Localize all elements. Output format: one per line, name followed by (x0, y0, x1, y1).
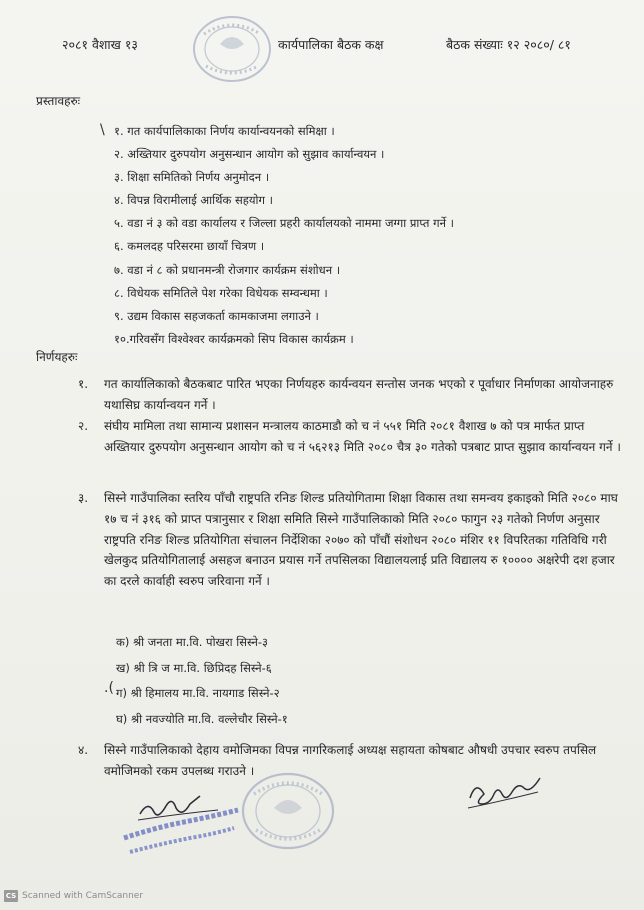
scanner-watermark (4, 890, 143, 902)
school-item: घ) श्री नवज्योति मा.वि. वल्लेचौर सिस्ने-१ (116, 711, 288, 726)
proposal-item: ६. कमलदह परिसरमा छायाँ चित्रण । (114, 239, 265, 254)
pen-tick-mark: \ (100, 122, 105, 138)
pen-mark: .( (104, 680, 114, 696)
proposal-list (114, 120, 454, 351)
proposal-item: ७. वडा नं ८ को प्रधानमन्त्री रोजगार कार्यक्रम संशोधन । (114, 262, 341, 277)
decision-text: सिस्ने गाउँपालिका स्तरिय पाँचौ राष्ट्रपति रनिङ शिल्ड प्रतियोगितामा शिक्षा विकास तथा समन्वय इकाइको मिति २०८० माघ १७ च नं ३१६ को प्राप्त पत्रानुसार र शिक्षा समिति सिस्ने गाउँपालिकाको मिति २०८० फागुन २३ गतेको निर्णण अनुसार राष्ट्रपति रनिङ शिल्ड प्रतियोगिता संचालन निर्देशिका २०७० को पाँचौं संशोधन २०८० मंशिर ११ विपरितका गतिविधि गरी खेलकुद प्रतियोगितालाई असहज बनाउन प्रयास गर्ने तपसिलका विद्यालयलाई प्रति विद्यालय रु १०००० अक्षरेपी दश हजार का दरले कार्वाही स्वरुप जरिवाना गर्ने । (104, 491, 618, 589)
proposal-item: ४. विपन्न विरामीलाई आर्थिक सहयोग । (114, 193, 273, 208)
school-item: क) श्री जनता मा.वि. पोखरा सिस्ने-३ (116, 635, 268, 649)
decision-number: ३. (78, 491, 89, 505)
meeting-number: बैठक संख्याः १२ २०८०/ ८१ (446, 37, 571, 52)
decision-3 (78, 488, 624, 592)
decision-text: संघीय मामिला तथा सामान्य प्रशासन मन्त्रालय काठमाडौ को च नं ५५१ मिति २०८१ वैशाख ७ को पत्र मार्फत प्राप्त अख्तियार दुरुपयोग अनुसन्धान आयोग को च नं ५६२१३ मिति २०८० चैत्र ३० गतेको पत्रबाट प्राप्त सुझाव कार्यान्वयन गर्ने । (104, 419, 621, 454)
camscanner-icon: CS (5, 892, 17, 900)
decision-1 (78, 374, 624, 416)
decision-2 (78, 416, 624, 458)
school-item: ग) श्री हिमालय मा.वि. नायगाड सिस्ने-२ (116, 686, 280, 700)
decisions-heading: निर्णयहरुः (36, 350, 78, 364)
school-item: ख) श्री त्रि ज मा.वि. छिप्रिदह सिस्ने-६ (116, 660, 272, 675)
proposal-item: ५. वडा नं ३ को वडा कार्यालय र जिल्ला प्रहरी कार्यालयको नाममा जग्गा प्राप्त गर्ने । (114, 216, 455, 231)
decision-text: गत कार्यालिकाको बैठकबाट पारित भएका निर्णयहरु कार्यन्वयन सन्तोस जनक भएको र पूर्वाधार निर्माणका आयोजनाहरु यथासिघ्र कार्यान्वयन गर्ने । (104, 377, 614, 412)
scanner-text: Scanned with CamScanner (22, 891, 144, 901)
proposal-item: ३. शिक्षा समितिको निर्णय अनुमोदन । (114, 170, 270, 185)
meeting-date: २०८१ वैशाख १३ (62, 37, 138, 52)
proposal-item: २. अख्तियार दुरुपयोग अनुसन्धान आयोग को सुझाव कार्यान्वयन । (114, 147, 385, 162)
decision-number: १. (78, 377, 89, 391)
meeting-venue: कार्यपालिका बैठक कक्ष (278, 37, 384, 52)
office-seal-top (190, 14, 274, 84)
decision-number: २. (78, 419, 89, 433)
proposal-item: ८. विधेयक समितिले पेश गरेका विधेयक सम्वन्धमा । (114, 285, 328, 300)
signature-right (462, 768, 552, 818)
proposals-heading: प्रस्तावहरुः (36, 94, 81, 108)
proposal-item: १. गत कार्यपालिकाका निर्णय कार्यान्वयनको समिक्षा । (114, 124, 335, 138)
penalized-schools-list (116, 630, 288, 732)
decision-text: सिस्ने गाउँपालिकाको देहाय वमोजिमका विपन्न नागरिकलाई अध्यक्ष सहायता कोषबाट औषधी उपचार स्वरुप तपसिल वमोजिमको रकम उपलब्ध गराउने । (104, 743, 597, 778)
decision-number: ४. (78, 743, 89, 757)
signature-left (118, 792, 268, 858)
proposal-item: १०.गरिवसँग विश्वेश्वर कार्यक्रमको सिप विकास कार्यक्रम । (114, 331, 354, 346)
proposal-item: ९. उद्यम विकास सहजकर्ता कामकाजमा लगाउने । (114, 308, 319, 323)
